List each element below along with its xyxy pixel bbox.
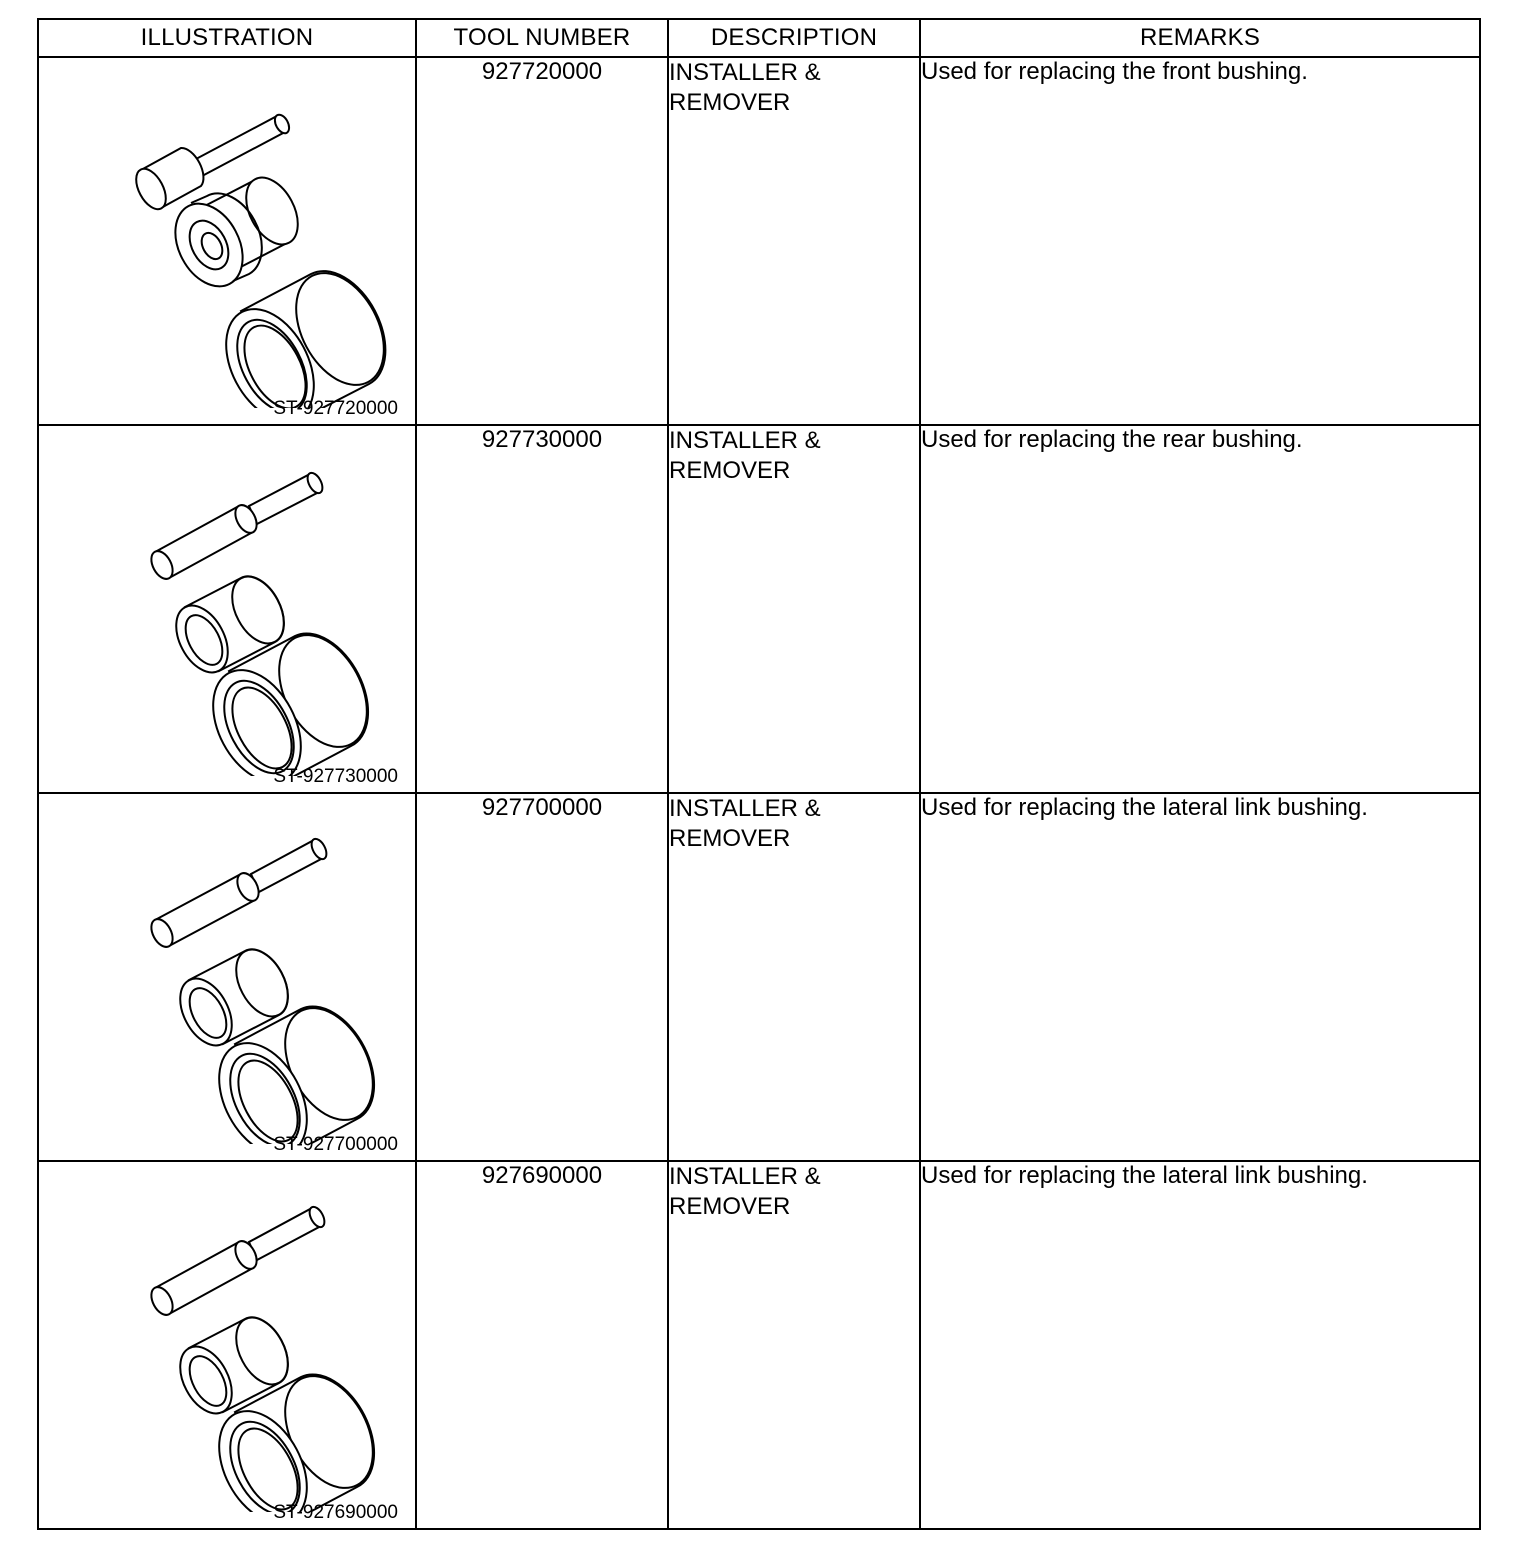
- remarks-cell: Used for replacing the front bushing.: [920, 57, 1480, 425]
- header-row: [38, 19, 1480, 57]
- table-row: [38, 425, 1480, 793]
- illustration-code: ST-927730000: [273, 766, 398, 787]
- header-illustration: ILLUSTRATION: [38, 19, 416, 57]
- stepped-punch-icon: [147, 1204, 327, 1318]
- illustration-cell: [38, 1161, 416, 1529]
- description-cell: INSTALLER & REMOVER: [668, 1161, 920, 1529]
- stepped-punch-icon: [147, 836, 329, 950]
- remarks-cell: Used for replacing the lateral link bushing.: [920, 793, 1480, 1161]
- description-cell: INSTALLER & REMOVER: [668, 793, 920, 1161]
- table-row: [38, 1161, 1480, 1529]
- installer-remover-illustration: [89, 1172, 389, 1512]
- illustration-code: ST-927690000: [273, 1502, 398, 1523]
- description-cell: INSTALLER & REMOVER: [668, 57, 920, 425]
- installer-remover-illustration: [89, 804, 389, 1144]
- table-row: [38, 793, 1480, 1161]
- tool-number-cell: 927730000: [416, 425, 668, 793]
- special-tools-table: [37, 18, 1481, 1530]
- illustration-cell: [38, 425, 416, 793]
- stepped-punch-icon: [147, 470, 325, 582]
- header-remarks: REMARKS: [920, 19, 1480, 57]
- tool-number-cell: 927700000: [416, 793, 668, 1161]
- illustration-code: ST-927700000: [273, 1134, 398, 1155]
- illustration-cell: [38, 793, 416, 1161]
- tool-number-cell: 927690000: [416, 1161, 668, 1529]
- remarks-cell: Used for replacing the lateral link bushing.: [920, 1161, 1480, 1529]
- header-tool-number: TOOL NUMBER: [416, 19, 668, 57]
- tool-number-cell: 927720000: [416, 57, 668, 425]
- description-cell: INSTALLER & REMOVER: [668, 425, 920, 793]
- remarks-cell: Used for replacing the rear bushing.: [920, 425, 1480, 793]
- installer-remover-illustration: [89, 68, 389, 408]
- header-description: DESCRIPTION: [668, 19, 920, 57]
- illustration-code: ST-927720000: [273, 398, 398, 419]
- illustration-cell: [38, 57, 416, 425]
- table-row: [38, 57, 1480, 425]
- installer-remover-illustration: [89, 436, 389, 776]
